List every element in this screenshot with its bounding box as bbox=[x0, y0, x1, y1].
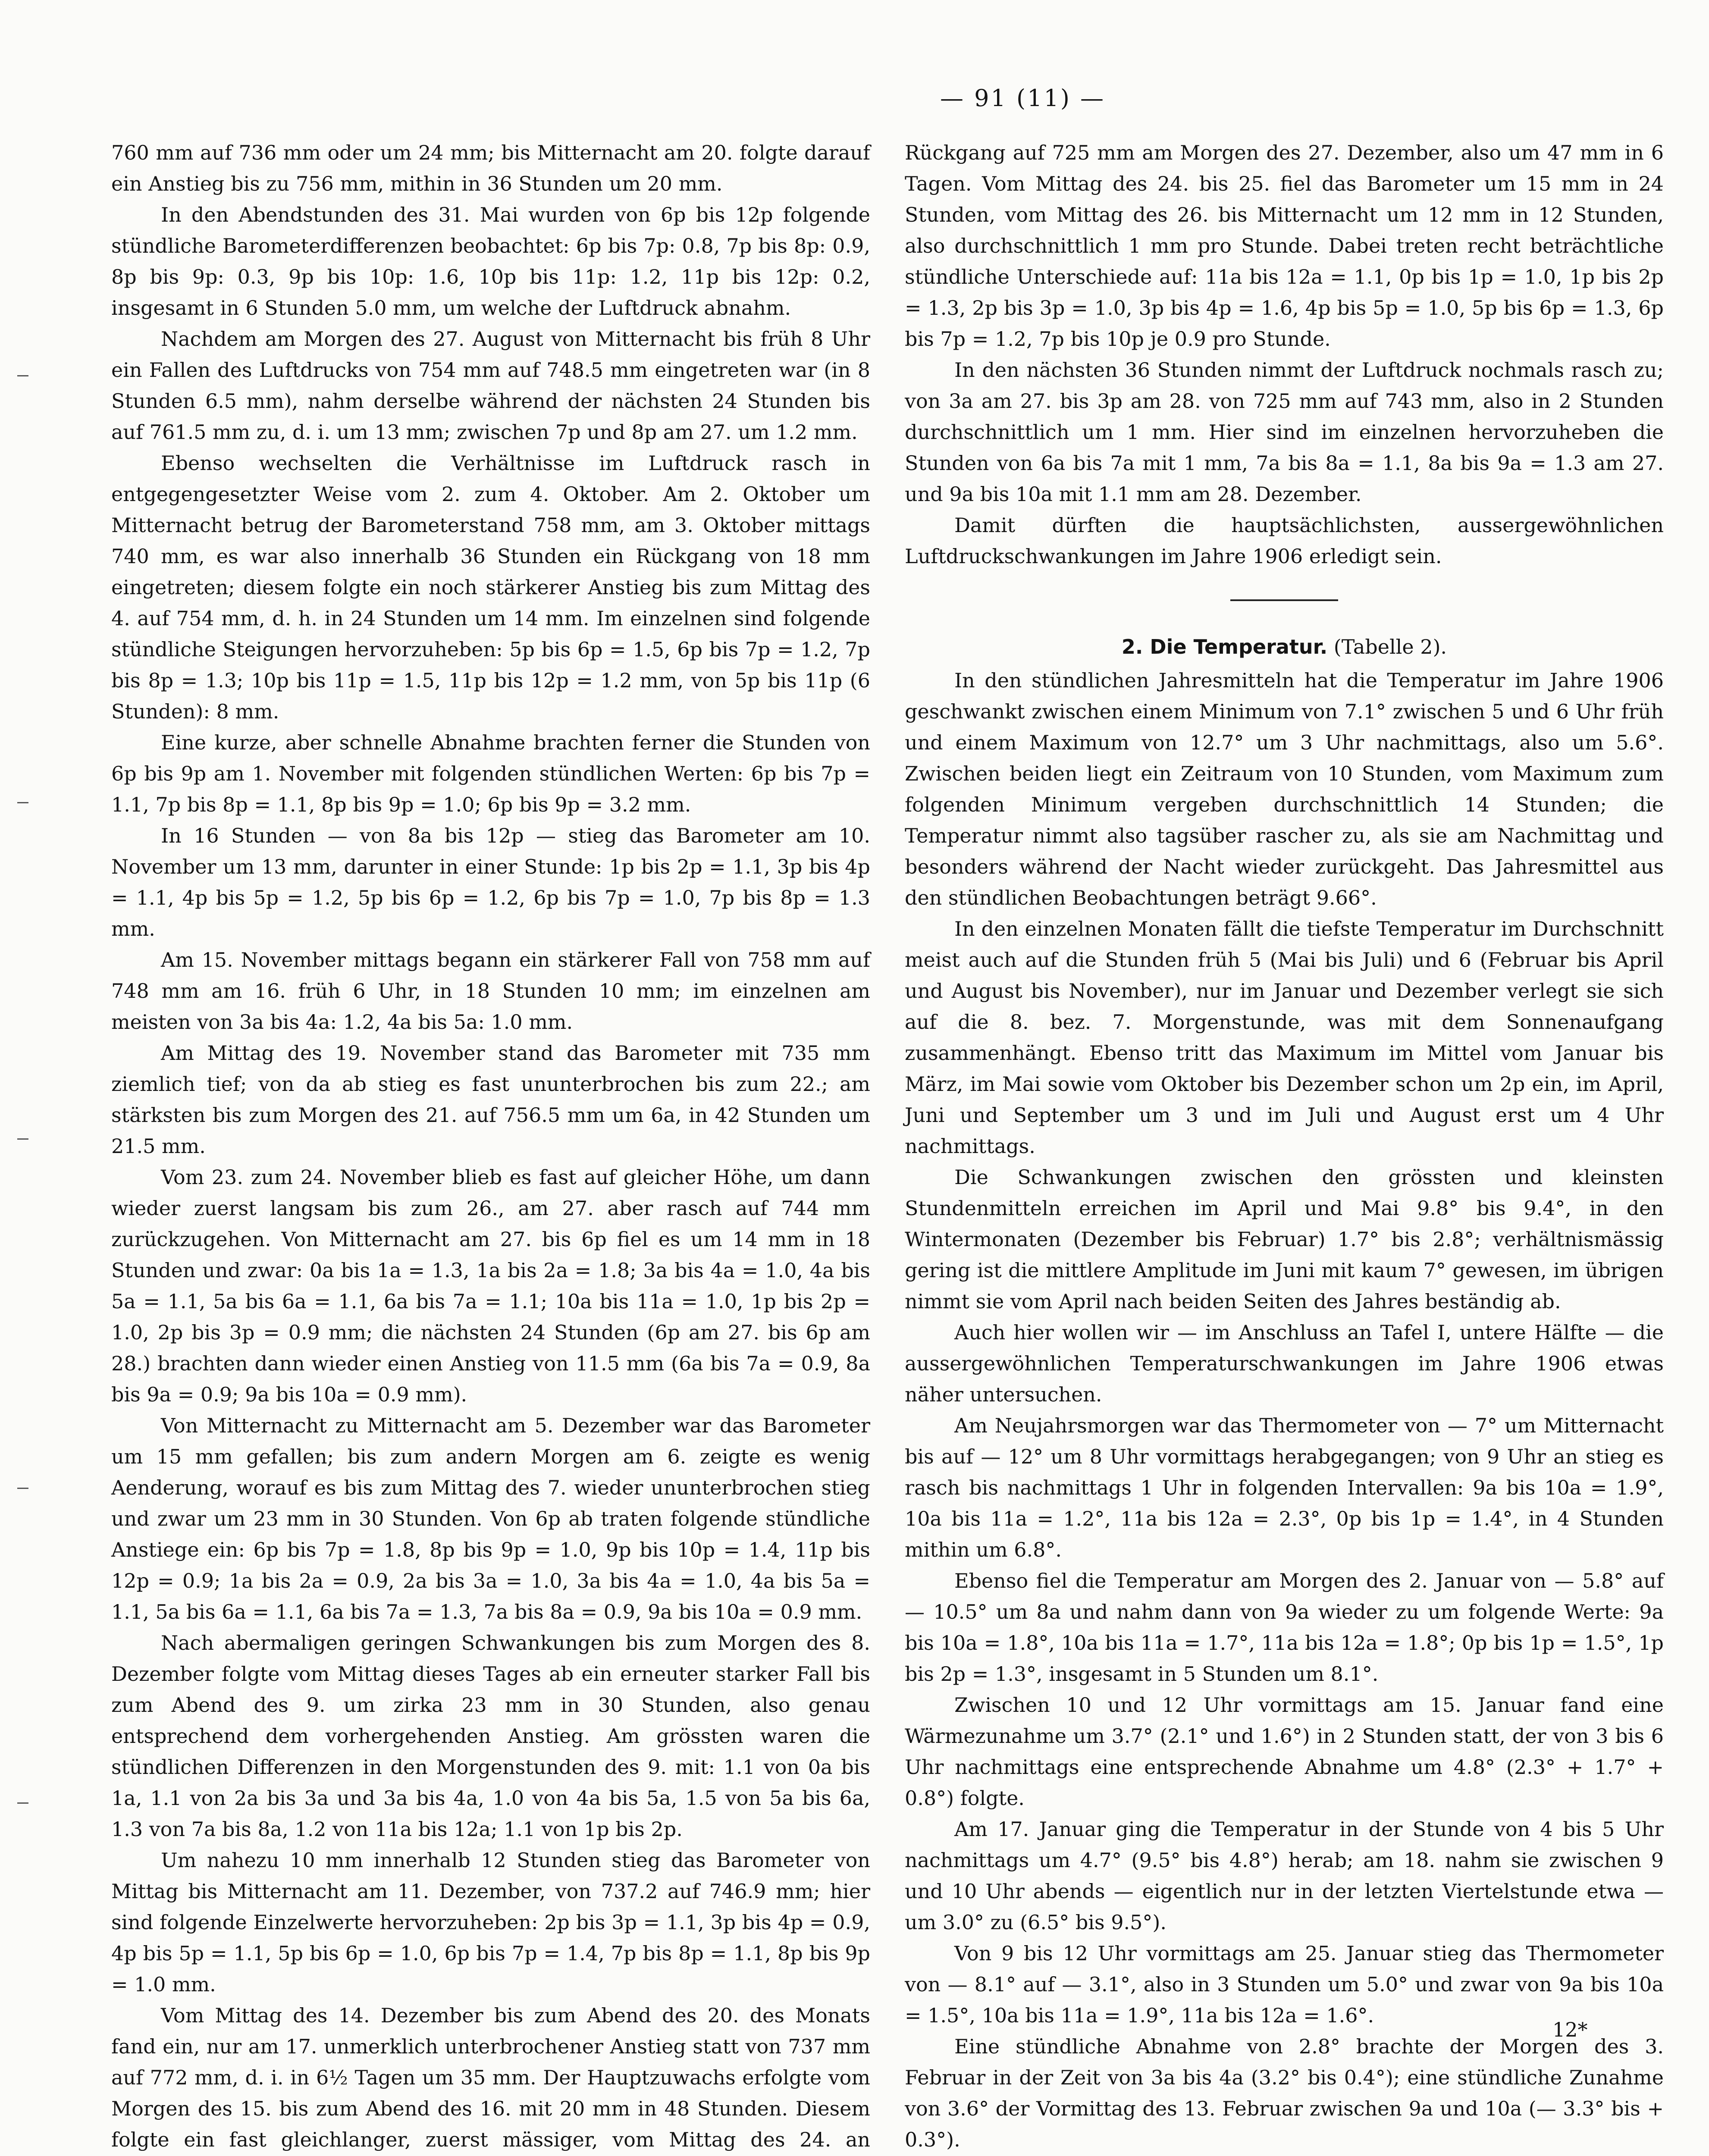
section-table-ref: (Tabelle 2). bbox=[1333, 635, 1447, 658]
paragraph: Eine stündliche Abnahme von 2.8° brachte der Morgen des 3. Februar in der Zeit von 3a bis 4a (3.2° bis 0.4°); eine stündliche Zunahme von 3.6° der Vormittag des 13. Februar zwischen 9a und 10a (— 3.3° bis + 0.3°). bbox=[905, 2035, 1664, 2151]
paragraph: Nachdem am Morgen des 27. August von Mitternacht bis früh 8 Uhr ein Fallen des Luftdrucks von 754 mm auf 748.5 mm eingetreten war (in 8 Stunden 6.5 mm), nahm derselbe während der nächsten 24 Stunden bis auf 761.5 mm zu, d. i. um 13 mm; zwischen 7p und 8p am 27. um 1.2 mm. bbox=[111, 327, 870, 444]
section-divider bbox=[1230, 599, 1338, 601]
margin-tick bbox=[17, 1488, 28, 1489]
margin-tick bbox=[17, 375, 28, 376]
paragraph: Um nahezu 10 mm innerhalb 12 Stunden stieg das Barometer von Mittag bis Mitternacht am 11. Dezember, von 737.2 auf 746.9 mm; hier sind folgende Einzelwerte hervorzuheben: 2p bis 3p = 1.1, 3p bis 4p = 0.9, 4p bis 5p = 1.1, 5p bis 6p = 1.0, 6p bis 7p = 1.4, 7p bis 8p = 1.1, 8p bis 9p = 1.0 mm. bbox=[111, 1849, 870, 1996]
paragraph: Am 15. November mittags begann ein stärkerer Fall von 758 mm auf 748 mm am 16. früh 6 Uhr, in 18 Stunden 10 mm; im einzelnen am meisten von 3a bis 4a: 1.2, 4a bis 5a: 1.0 mm. bbox=[111, 948, 870, 1034]
paragraph: Von 9 bis 12 Uhr vormittags am 25. Januar stieg das Thermometer von — 8.1° auf — 3.1°, also in 3 Stunden um 5.0° und zwar von 9a bis 10a = 1.5°, 10a bis 11a = 1.9°, 11a bis 12a = 1.6°. bbox=[905, 1942, 1664, 2027]
paragraph: Vom Mittag des 14. Dezember bis zum Abend des 20. des Monats fand ein, nur am 17. unmerklich unterbrochener Anstieg statt von 737 mm auf 772 mm, d. i. in 6½ Tagen um 35 mm. Der Hauptzuwachs erfolgte vom Morgen des 15. bis zum Abend des 16. mit 20 mm in 48 Stunden. Diesem folgte ein fast gleichlanger, zuerst mässiger, vom Mittag des 24. an bbox=[111, 2004, 870, 2151]
margin-tick bbox=[17, 1138, 28, 1140]
page-number: — 91 (11) — bbox=[940, 85, 1106, 112]
paragraph: Ebenso wechselten die Verhältnisse im Luftdruck rasch in entgegengesetzter Weise vom 2. zum 4. Oktober. Am 2. Oktober um Mitternacht betrug der Barometerstand 758 mm, am 3. Oktober mittags 740 mm, es war also innerhalb 36 Stunden ein Rückgang von 18 mm eingetreten; diesem folgte ein noch stärkerer Anstieg bis zum Mittag des 4. auf 754 mm, d. h. in 24 Stunden um 14 mm. Im einzelnen sind folgende stündliche Steigungen hervorzuheben: 5p bis 6p = 1.5, 6p bis 7p = 1.2, 7p bis 8p = 1.3; 10p bis 11p = 1.5, 11p bis 12p = 1.2 mm, von 5p bis 11p (6 Stunden): 8 mm. bbox=[111, 451, 870, 723]
paragraph: In den stündlichen Jahresmitteln hat die Temperatur im Jahre 1906 geschwankt zwischen einem Minimum von 7.1° zwischen 5 und 6 Uhr früh und einem Maximum von 12.7° um 3 Uhr nachmittags, also um 5.6°. Zwischen beiden liegt ein Zeitraum von 10 Stunden, vom Maximum zum folgenden Minimum vergeben durchschnittlich 14 Stunden; die Temperatur nimmt also tagsüber rascher zu, als sie am Nachmittag und besonders während der Nacht wieder zurückgeht. Das Jahresmittel aus den stündlichen Beobachtungen beträgt 9.66°. bbox=[905, 669, 1664, 909]
paragraph: Auch hier wollen wir — im Anschluss an Tafel I, untere Hälfte — die aussergewöhnlichen Temperaturschwankungen im Jahre 1906 etwas näher untersuchen. bbox=[905, 1321, 1664, 1406]
paragraph: Nach abermaligen geringen Schwankungen bis zum Morgen des 8. Dezember folgte vom Mittag dieses Tages ab ein erneuter starker Fall bis zum Abend des 9. um zirka 23 mm in 30 Stunden, also genau entsprechend dem vorhergehenden Anstieg. Am grössten waren die stündlichen Differenzen in den Morgenstunden des 9. mit: 1.1 von 0a bis 1a, 1.1 von 2a bis 3a und 3a bis 4a, 1.0 von 4a bis 5a, 1.5 von 5a bis 6a, 1.3 von 7a bis 8a, 1.2 von 11a bis 12a; 1.1 von 1p bis 2p. bbox=[111, 1631, 870, 1841]
section-heading bbox=[905, 631, 1664, 662]
margin-tick bbox=[17, 1802, 28, 1804]
paragraph: Von Mitternacht zu Mitternacht am 5. Dezember war das Barometer um 15 mm gefallen; bis zum andern Morgen am 6. zeigte es wenig Aenderung, worauf es bis zum Mittag des 7. wieder ununterbrochen stieg und zwar um 23 mm in 30 Stunden. Von 6p ab traten folgende stündliche Anstiege ein: 6p bis 7p = 1.8, 8p bis 9p = 1.0, 9p bis 10p = 1.4, 11p bis 12p = 0.9; 1a bis 2a = 0.9, 2a bis 3a = 1.0, 3a bis 4a = 1.0, 4a bis 5a = 1.1, 5a bis 6a = 1.1, 6a bis 7a = 1.3, 7a bis 8a = 0.9, 9a bis 10a = 0.9 mm. bbox=[111, 1414, 870, 1623]
margin-tick bbox=[17, 802, 28, 803]
paragraph: Ebenso fiel die Temperatur am Morgen des 2. Januar von — 5.8° auf — 10.5° um 8a und nahm dann von 9a wieder zu um folgende Werte: 9a bis 10a = 1.8°, 10a bis 11a = 1.7°, 11a bis 12a = 1.8°; 0p bis 1p = 1.5°, 1p bis 2p = 1.3°, insgesamt in 5 Stunden um 8.1°. bbox=[905, 1569, 1664, 1686]
paragraph: Eine kurze, aber schnelle Abnahme brachten ferner die Stunden von 6p bis 9p am 1. November mit folgenden stündlichen Werten: 6p bis 7p = 1.1, 7p bis 8p = 1.1, 8p bis 9p = 1.0; 6p bis 9p = 3.2 mm. bbox=[111, 731, 870, 816]
paragraph: In den nächsten 36 Stunden nimmt der Luftdruck nochmals rasch zu; von 3a am 27. bis 3p am 28. von 725 mm auf 743 mm, also in 2 Stunden durchschnittlich um 1 mm. Hier sind im einzelnen hervorzuheben die Stunden von 6a bis 7a mit 1 mm, 7a bis 8a = 1.1, 8a bis 9a = 1.3 am 27. und 9a bis 10a mit 1.1 mm am 28. Dezember. bbox=[905, 358, 1664, 506]
paragraph: In den Abendstunden des 31. Mai wurden von 6p bis 12p folgende stündliche Barometerdifferenzen beobachtet: 6p bis 7p: 0.8, 7p bis 8p: 0.9, 8p bis 9p: 0.3, 9p bis 10p: 1.6, 10p bis 11p: 1.2, 11p bis 12p: 0.2, insgesamt in 6 Stunden 5.0 mm, um welche der Luftdruck abnahm. bbox=[111, 203, 870, 320]
paragraph: Am Mittag des 19. November stand das Barometer mit 735 mm ziemlich tief; von da ab stieg es fast ununterbrochen bis zum 22.; am stärksten bis zum Morgen des 21. auf 756.5 mm um 6a, in 42 Stunden um 21.5 mm. bbox=[111, 1041, 870, 1158]
paragraph: Die Schwankungen zwischen den grössten und kleinsten Stundenmitteln erreichen im April und Mai 9.8° bis 9.4°, in den Wintermonaten (Dezember bis Februar) 1.7° bis 2.8°; verhältnismässig gering ist die mittlere Amplitude im Juni mit kaum 7° gewesen, im übrigen nimmt sie vom April nach beiden Seiten des Jahres beständig ab. bbox=[905, 1166, 1664, 1313]
paragraph: 760 mm auf 736 mm oder um 24 mm; bis Mitternacht am 20. folgte darauf ein Anstieg bis zu 756 mm, mithin in 36 Stunden um 20 mm. bbox=[111, 141, 870, 195]
right-column bbox=[905, 137, 1664, 2155]
paragraph: In den einzelnen Monaten fällt die tiefste Temperatur im Durchschnitt meist auch auf die Stunden früh 5 (Mai bis Juli) und 6 (Februar bis April und August bis November), nur im Januar und Dezember verlegt sie sich auf die 8. bez. 7. Morgenstunde, was mit dem Sonnenaufgang zusammenhängt. Ebenso tritt das Maximum im Mittel vom Januar bis März, im Mai sowie vom Oktober bis Dezember schon um 2p ein, im April, Juni und September um 3 und im Juli und August erst um 4 Uhr nachmittags. bbox=[905, 917, 1664, 1158]
section-title: 2. Die Temperatur. bbox=[1121, 635, 1328, 658]
paragraph: Zwischen 10 und 12 Uhr vormittags am 15. Januar fand eine Wärmezunahme um 3.7° (2.1° und 1.6°) in 2 Stunden statt, der von 3 bis 6 Uhr nachmittags eine entsprechende Abnahme um 4.8° (2.3° + 1.7° + 0.8°) folgte. bbox=[905, 1693, 1664, 1810]
paragraph: Vom 23. zum 24. November blieb es fast auf gleicher Höhe, um dann wieder zuerst langsam bis zum 26., am 27. aber rasch auf 744 mm zurückzugehen. Von Mitternacht am 27. bis 6p fiel es um 14 mm in 18 Stunden und zwar: 0a bis 1a = 1.3, 1a bis 2a = 1.8; 3a bis 4a = 1.0, 4a bis 5a = 1.1, 5a bis 6a = 1.1, 6a bis 7a = 1.1; 10a bis 11a = 1.0, 1p bis 2p = 1.0, 2p bis 3p = 0.9 mm; die nächsten 24 Stunden (6p am 27. bis 6p am 28.) brachten dann wieder einen Anstieg von 11.5 mm (6a bis 7a = 0.9, 8a bis 9a = 0.9; 9a bis 10a = 0.9 mm). bbox=[111, 1166, 870, 1406]
paragraph: Am 17. Januar ging die Temperatur in der Stunde von 4 bis 5 Uhr nachmittags um 4.7° (9.5° bis 4.8°) herab; am 18. nahm sie zwischen 9 und 10 Uhr abends — eigentlich nur in der letzten Viertelstunde etwa — um 3.0° zu (6.5° bis 9.5°). bbox=[905, 1818, 1664, 1934]
signature-mark: 12* bbox=[1552, 2018, 1588, 2041]
paragraph: Rückgang auf 725 mm am Morgen des 27. Dezember, also um 47 mm in 6 Tagen. Vom Mittag des 24. bis 25. fiel das Barometer um 15 mm in 24 Stunden, vom Mittag des 26. bis Mitternacht um 12 mm in 12 Stunden, also durchschnittlich 1 mm pro Stunde. Dabei treten recht beträchtliche stündliche Unterschiede auf: 11a bis 12a = 1.1, 0p bis 1p = 1.0, 1p bis 2p = 1.3, 2p bis 3p = 1.0, 3p bis 4p = 1.6, 4p bis 5p = 1.0, 5p bis 6p = 1.3, 6p bis 7p = 1.2, 7p bis 10p je 0.9 pro Stunde. bbox=[905, 141, 1664, 351]
paragraph: Am Neujahrsmorgen war das Thermometer von — 7° um Mitternacht bis auf — 12° um 8 Uhr vormittags herabgegangen; von 9 Uhr an stieg es rasch bis nachmittags 1 Uhr in folgenden Intervallen: 9a bis 10a = 1.9°, 10a bis 11a = 1.2°, 11a bis 12a = 2.3°, 0p bis 1p = 1.4°, in 4 Stunden mithin um 6.8°. bbox=[905, 1414, 1664, 1561]
paragraph: In 16 Stunden — von 8a bis 12p — stieg das Barometer am 10. November um 13 mm, darunter in einer Stunde: 1p bis 2p = 1.1, 3p bis 4p = 1.1, 4p bis 5p = 1.2, 5p bis 6p = 1.2, 6p bis 7p = 1.0, 7p bis 8p = 1.3 mm. bbox=[111, 824, 870, 940]
paragraph: Damit dürften die hauptsächlichsten, aussergewöhnlichen Luftdruckschwankungen im Jahre 1906 erledigt sein. bbox=[905, 514, 1664, 568]
left-column bbox=[111, 137, 870, 2156]
